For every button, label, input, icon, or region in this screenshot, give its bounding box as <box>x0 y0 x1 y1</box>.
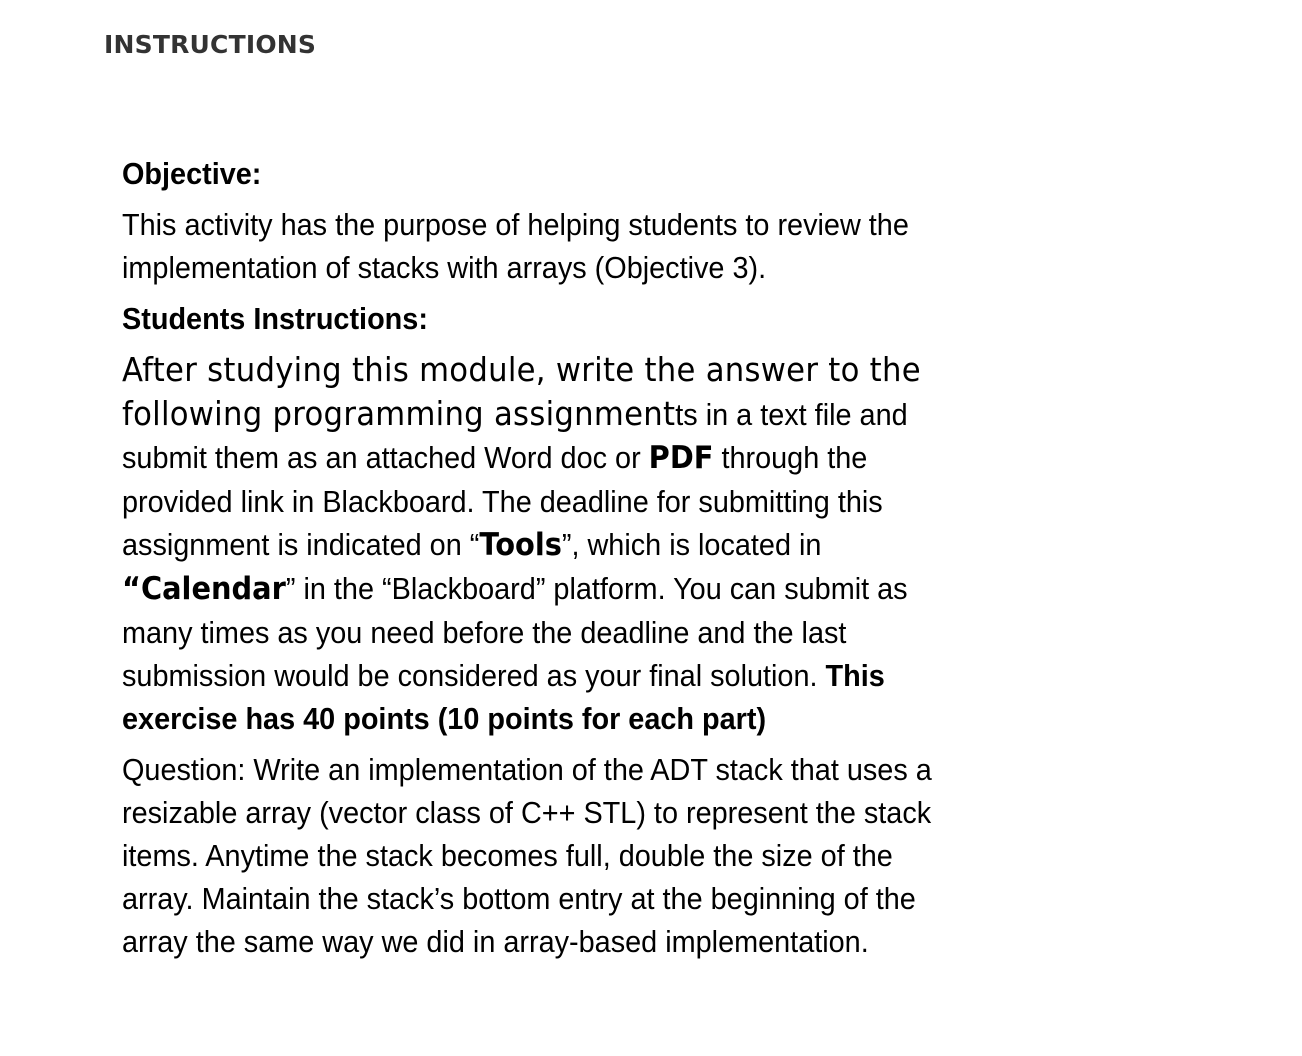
students-instructions-text <box>122 348 940 740</box>
instructions-part3: ”, which is located in <box>561 527 822 562</box>
points-emphasis: This exercise has 40 points (10 points for each part) <box>122 658 885 736</box>
calendar-emphasis: “Calendar <box>122 571 286 607</box>
page-title: INSTRUCTIONS <box>104 30 317 59</box>
objective-text: This activity has the purpose of helping students to review the implementation of stacks with arrays (Objective 3). <box>122 207 909 285</box>
instructions-part2: through the provided link in Blackboard. The deadline for submitting this assignment is indicated on “ <box>122 440 883 562</box>
instructions-part1: ts in a text file and submit them as an attached Word doc or <box>122 397 908 475</box>
instructions-lead: After studying this module, write the answer to the following programming assignment <box>122 350 921 433</box>
objective-heading: Objective: <box>122 156 262 191</box>
tools-emphasis: Tools <box>479 527 562 563</box>
instructions-part4: ” in the “Blackboard” platform. You can submit as many times as you need before the deadline and the last submission would be considered as your final solution. <box>122 571 908 693</box>
question-text: Question: Write an implementation of the ADT stack that uses a resizable array (vector class of C++ STL) to represent the stack items. Anytime the stack becomes full, double the size of the array. Maintain the stack’s bottom entry at the beginning of the array the same way we did in array-based implementation. <box>122 752 932 959</box>
pdf-emphasis: PDF <box>648 440 714 476</box>
instructions-content <box>122 152 940 963</box>
students-instructions-heading: Students Instructions: <box>122 301 428 336</box>
